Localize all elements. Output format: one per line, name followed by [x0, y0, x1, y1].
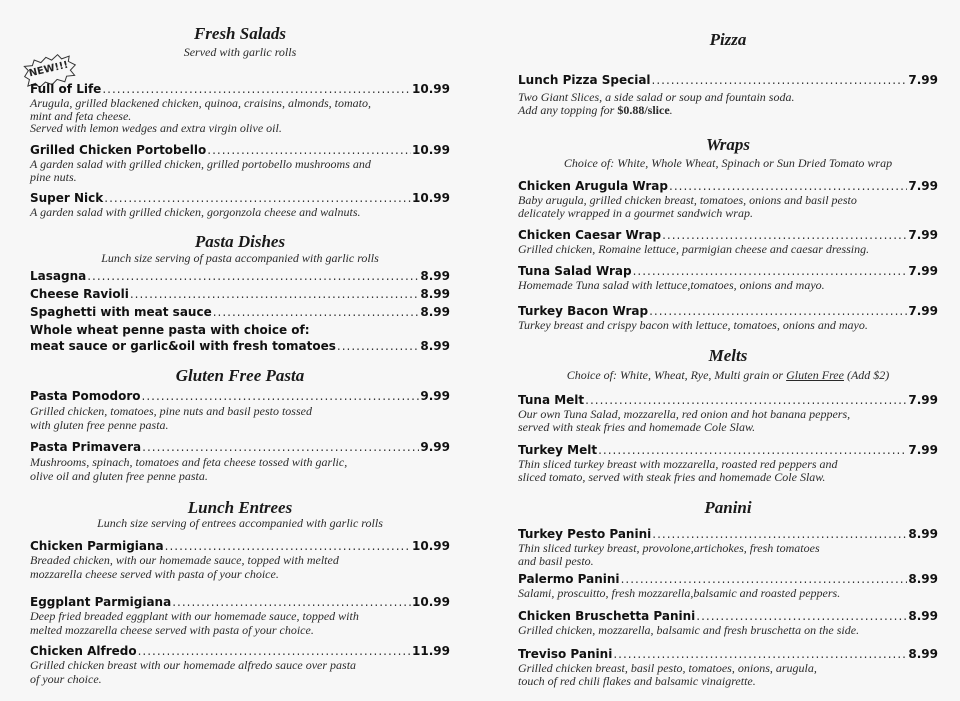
item-name: Eggplant Parmigiana	[30, 595, 172, 609]
desc-line: Thin sliced turkey breast, provolone,artichokes, fresh tomatoes	[518, 541, 820, 555]
item-price: 10.99	[412, 191, 450, 205]
item-name: Turkey Bacon Wrap	[518, 304, 649, 318]
item-price: 10.99	[412, 82, 450, 96]
desc-line: Grilled chicken breast with our homemade alfredo sauce over pasta	[30, 658, 357, 672]
item-name: Tuna Salad Wrap	[518, 264, 632, 278]
item-price: 7.99	[908, 393, 938, 407]
desc-line: Arugula, grilled blackened chicken, quinoa, craisins, almonds, tomato,	[30, 96, 371, 110]
item-price: 7.99	[908, 304, 938, 318]
item-price: 9.99	[420, 440, 450, 454]
desc-line: Turkey breast and crispy bacon with lettuce, tomatoes, onions and mayo.	[518, 318, 868, 332]
wraps-heading: Wraps	[705, 135, 751, 154]
menu-item	[30, 268, 450, 284]
desc-line: Grilled chicken breast, basil pesto, tomatoes, onions, arugula,	[518, 661, 817, 675]
pasta-heading: Pasta Dishes	[194, 232, 286, 251]
desc-line: A garden salad with grilled chicken, grilled portobello mushrooms and	[30, 157, 371, 171]
menu-item	[30, 439, 450, 483]
menu-item	[518, 571, 938, 600]
item-price: 7.99	[908, 73, 938, 87]
leader-dots	[652, 72, 908, 88]
item-description	[30, 659, 450, 686]
item-price: 10.99	[412, 595, 450, 609]
leader-dots	[213, 304, 420, 320]
item-name: Chicken Arugula Wrap	[518, 179, 668, 193]
leader-dots	[621, 571, 908, 587]
desc-line: mozzarella cheese served with pasta of your choice.	[30, 566, 279, 581]
leader-dots	[172, 594, 411, 610]
item-name: Turkey Melt	[518, 443, 598, 457]
desc-line: served with steak fries and homemade Cole Slaw.	[518, 419, 756, 434]
item-description	[518, 542, 938, 567]
item-name: Chicken Caesar Wrap	[518, 228, 662, 242]
item-price: 10.99	[412, 539, 450, 553]
item-name: Super Nick	[30, 191, 104, 205]
desc-line: Thin sliced turkey breast with mozzarella, roasted red peppers and	[518, 457, 838, 471]
leader-dots	[696, 608, 907, 624]
item-description	[518, 279, 938, 292]
menu-item	[30, 190, 450, 219]
item-name: Palermo Panini	[518, 572, 620, 586]
menu-item	[518, 526, 938, 567]
item-price: 10.99	[412, 143, 450, 157]
leader-dots	[337, 338, 419, 354]
item-price: 7.99	[908, 443, 938, 457]
salads-heading: Fresh Salads	[193, 24, 287, 43]
item-description	[30, 404, 450, 432]
menu-item	[30, 322, 450, 354]
desc-line: Baby arugula, grilled chicken breast, tomatoes, onions and basil pesto	[518, 193, 857, 207]
item-description	[518, 194, 938, 219]
leader-dots	[142, 439, 419, 455]
desc-line: melted mozzarella cheese served with pasta of your choice.	[30, 622, 314, 637]
item-description	[518, 458, 938, 483]
menu-item	[518, 178, 938, 219]
entrees-heading: Lunch Entrees	[187, 498, 293, 517]
item-price: 8.99	[420, 305, 450, 319]
desc-line: Our own Tuna Salad, mozzarella, red onion and hot banana peppers,	[518, 407, 851, 421]
leader-dots	[649, 303, 907, 319]
wraps-subtitle: Choice of: White, Whole Wheat, Spinach or Sun Dried Tomato wrap	[563, 156, 893, 170]
item-price: 11.99	[412, 644, 450, 658]
item-price: 8.99	[908, 647, 938, 661]
menu-item	[30, 594, 450, 637]
item-name-line: Whole wheat penne pasta with choice of:	[30, 323, 310, 337]
item-name: Pasta Primavera	[30, 440, 142, 454]
gluten-free-heading: Gluten Free Pasta	[175, 366, 305, 385]
leader-dots	[652, 526, 907, 542]
desc-line: Two Giant Slices, a side salad or soup and fountain soda.	[518, 90, 795, 104]
desc-line: Mushrooms, spinach, tomatoes and feta cheese tossed with garlic,	[30, 455, 348, 469]
desc-line: touch of red chili flakes and balsamic vinaigrette.	[518, 673, 756, 688]
item-description	[30, 158, 450, 183]
item-name: Pasta Pomodoro	[30, 389, 141, 403]
desc-line: sliced tomato, served with steak fries and homemade Cole Slaw.	[518, 469, 826, 484]
leader-dots	[207, 142, 411, 158]
new-badge-label: NEW!!!	[27, 59, 70, 80]
item-description	[518, 587, 938, 600]
melts-subtitle-surcharge: (Add $2)	[843, 368, 890, 382]
menu-item	[30, 286, 450, 302]
item-name: Treviso Panini	[518, 647, 613, 661]
topping-end: .	[669, 102, 673, 117]
item-price: 8.99	[420, 287, 450, 301]
item-description	[30, 554, 450, 581]
menu-item	[30, 643, 450, 686]
leader-dots	[598, 442, 907, 458]
item-description	[30, 610, 450, 637]
menu-item	[518, 227, 938, 256]
item-name: meat sauce or garlic&oil with fresh tomatoes	[30, 339, 336, 353]
item-name: Spaghetti with meat sauce	[30, 305, 212, 319]
desc-line: olive oil and gluten free penne pasta.	[30, 469, 208, 483]
item-price: 9.99	[420, 389, 450, 403]
desc-line: Grilled chicken, tomatoes, pine nuts and basil pesto tossed	[30, 404, 312, 418]
item-description	[518, 319, 938, 332]
desc-line: of your choice.	[30, 671, 102, 686]
menu-item	[518, 608, 938, 637]
desc-line: Served with lemon wedges and extra virgin olive oil.	[30, 121, 282, 135]
item-price: 7.99	[908, 179, 938, 193]
item-name: Full of Life	[30, 82, 102, 96]
item-description	[30, 206, 450, 219]
item-price: 8.99	[420, 339, 450, 353]
item-price: 8.99	[908, 527, 938, 541]
pasta-subtitle: Lunch size serving of pasta accompanied with garlic rolls	[101, 251, 379, 265]
desc-line: Deep fried breaded eggplant with our homemade sauce, topped with	[30, 609, 359, 623]
desc-line: mint and feta cheese.	[30, 108, 132, 123]
leader-dots	[613, 646, 907, 662]
item-description	[518, 662, 938, 687]
leader-dots	[104, 190, 411, 206]
menu-item	[30, 81, 450, 135]
menu-item	[518, 303, 938, 332]
item-price: 8.99	[908, 609, 938, 623]
leader-dots	[138, 643, 411, 659]
item-name: Grilled Chicken Portobello	[30, 143, 207, 157]
item-description	[30, 455, 450, 483]
desc-line: pine nuts.	[30, 169, 77, 184]
desc-line	[518, 104, 938, 117]
leader-dots	[633, 263, 908, 279]
item-name: Chicken Bruschetta Panini	[518, 609, 696, 623]
menu-item	[518, 646, 938, 687]
menu-item	[518, 72, 938, 116]
item-name: Lunch Pizza Special	[518, 73, 651, 87]
item-name: Turkey Pesto Panini	[518, 527, 652, 541]
item-description	[518, 408, 938, 433]
menu-item	[30, 388, 450, 432]
desc-line: delicately wrapped in a gourmet sandwich wrap.	[518, 205, 753, 220]
item-name: Chicken Parmigiana	[30, 539, 164, 553]
leader-dots	[585, 392, 907, 408]
item-name: Tuna Melt	[518, 393, 585, 407]
desc-line: A garden salad with grilled chicken, gorgonzola cheese and walnuts.	[30, 205, 361, 219]
item-description	[518, 91, 938, 116]
desc-line: Breaded chicken, with our homemade sauce, topped with melted	[30, 553, 339, 567]
desc-line: Salami, proscuitto, fresh mozzarella,balsamic and roasted peppers.	[518, 586, 841, 600]
item-price: 7.99	[908, 264, 938, 278]
menu-item	[30, 142, 450, 183]
desc-line: Grilled chicken, mozzarella, balsamic and fresh bruschetta on the side.	[518, 623, 860, 637]
item-name: Cheese Ravioli	[30, 287, 129, 301]
topping-text: Add any topping for	[518, 102, 618, 117]
item-name: Chicken Alfredo	[30, 644, 137, 658]
melts-heading: Melts	[708, 346, 748, 365]
item-price: 7.99	[908, 228, 938, 242]
desc-line: with gluten free penne pasta.	[30, 418, 169, 432]
item-name: Lasagna	[30, 269, 87, 283]
leader-dots	[662, 227, 907, 243]
melts-subtitle-text: Choice of: White, Wheat, Rye, Multi grain or	[566, 368, 787, 382]
gluten-free-label: Gluten Free	[786, 368, 844, 382]
desc-line: Grilled chicken, Romaine lettuce, parmigian cheese and caesar dressing.	[518, 242, 870, 256]
item-price: 8.99	[420, 269, 450, 283]
leader-dots	[669, 178, 907, 194]
leader-dots	[102, 81, 411, 97]
menu-item	[518, 442, 938, 483]
melts-subtitle	[518, 368, 938, 382]
menu-item	[30, 304, 450, 320]
panini-heading: Panini	[704, 498, 752, 517]
entrees-subtitle: Lunch size serving of entrees accompanied with garlic rolls	[97, 516, 383, 530]
desc-line: Homemade Tuna salad with lettuce,tomatoes, onions and mayo.	[518, 278, 825, 292]
item-price: 8.99	[908, 572, 938, 586]
menu-item	[518, 263, 938, 292]
item-description	[518, 243, 938, 256]
leader-dots	[130, 286, 420, 302]
pizza-heading: Pizza	[709, 30, 747, 49]
salads-subtitle: Served with garlic rolls	[183, 45, 297, 59]
leader-dots	[165, 538, 411, 554]
item-description	[518, 624, 938, 637]
leader-dots	[142, 388, 420, 404]
leader-dots	[87, 268, 419, 284]
menu-item	[518, 392, 938, 433]
desc-line: and basil pesto.	[518, 553, 594, 568]
item-description	[30, 97, 450, 135]
topping-price: $0.88/slice	[617, 102, 670, 117]
menu-item	[30, 538, 450, 581]
